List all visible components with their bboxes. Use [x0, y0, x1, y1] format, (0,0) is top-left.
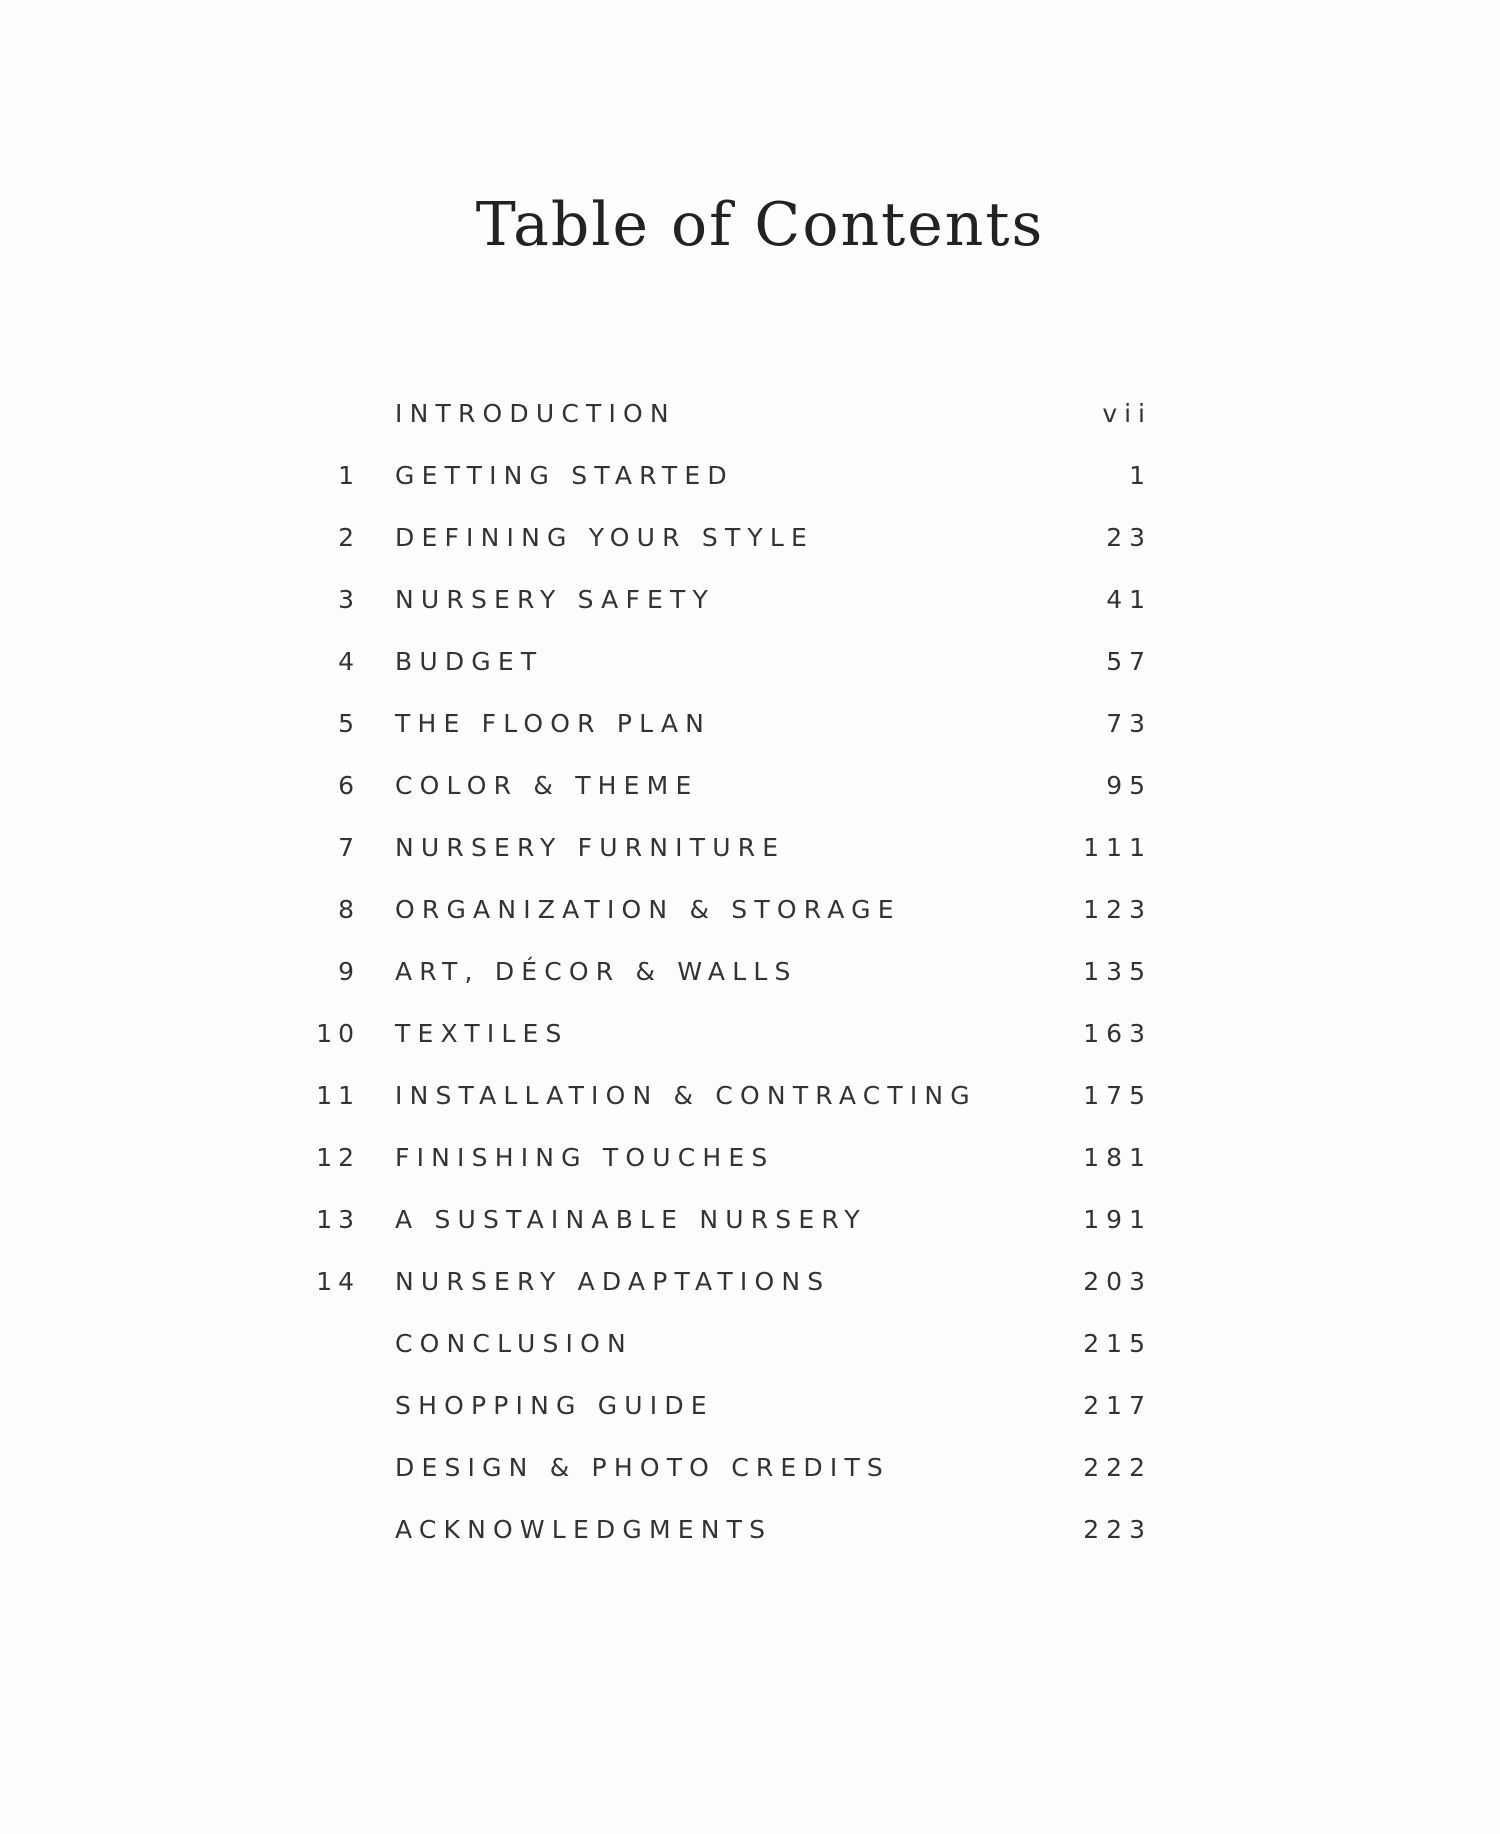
toc-entry[interactable] — [0, 943, 1500, 1005]
toc-entry[interactable] — [0, 1315, 1500, 1377]
toc-entry[interactable] — [0, 757, 1500, 819]
chapter-number: 1 — [338, 461, 360, 490]
page-number: 41 — [1106, 585, 1152, 614]
chapter-number: 6 — [338, 771, 360, 800]
page-title: Table of Contents — [475, 190, 1045, 260]
chapter-title: INTRODUCTION — [395, 399, 676, 428]
page-number: 175 — [1083, 1081, 1152, 1110]
chapter-title: THE FLOOR PLAN — [395, 709, 712, 738]
chapter-title: GETTING STARTED — [395, 461, 734, 490]
page-number: 215 — [1083, 1329, 1152, 1358]
chapter-number: 4 — [338, 647, 360, 676]
toc-entry[interactable] — [0, 385, 1500, 447]
chapter-title: NURSERY ADAPTATIONS — [395, 1267, 831, 1296]
chapter-title: CONCLUSION — [395, 1329, 633, 1358]
page-number: 181 — [1083, 1143, 1152, 1172]
chapter-title: DEFINING YOUR STYLE — [395, 523, 815, 552]
toc-entry[interactable] — [0, 1067, 1500, 1129]
toc-entry[interactable] — [0, 695, 1500, 757]
chapter-title: NURSERY SAFETY — [395, 585, 715, 614]
chapter-number: 3 — [338, 585, 360, 614]
toc-entry[interactable] — [0, 447, 1500, 509]
chapter-number: 13 — [316, 1205, 360, 1234]
toc-entry[interactable] — [0, 1191, 1500, 1253]
chapter-number: 7 — [338, 833, 360, 862]
chapter-number: 12 — [316, 1143, 360, 1172]
toc-entry[interactable] — [0, 819, 1500, 881]
page-number: 1 — [1129, 461, 1152, 490]
chapter-number: 8 — [338, 895, 360, 924]
chapter-title: TEXTILES — [395, 1019, 569, 1048]
chapter-title: ART, DÉCOR & WALLS — [395, 957, 798, 986]
chapter-title: BUDGET — [395, 647, 544, 676]
chapter-number: 11 — [316, 1081, 360, 1110]
chapter-title: A SUSTAINABLE NURSERY — [395, 1205, 867, 1234]
toc-entry[interactable] — [0, 509, 1500, 571]
toc-entry[interactable] — [0, 571, 1500, 633]
toc-entry[interactable] — [0, 1501, 1500, 1563]
page-number: 191 — [1083, 1205, 1152, 1234]
toc-entry[interactable] — [0, 1253, 1500, 1315]
chapter-number: 2 — [338, 523, 360, 552]
table-of-contents — [0, 385, 1500, 1563]
toc-entry[interactable] — [0, 1005, 1500, 1067]
chapter-title: FINISHING TOUCHES — [395, 1143, 775, 1172]
chapter-number: 14 — [316, 1267, 360, 1296]
chapter-title: DESIGN & PHOTO CREDITS — [395, 1453, 890, 1482]
chapter-number: 5 — [338, 709, 360, 738]
page-number: 57 — [1106, 647, 1152, 676]
page-number: vii — [1102, 399, 1152, 428]
page-number: 73 — [1106, 709, 1152, 738]
page-number: 223 — [1083, 1515, 1152, 1544]
chapter-title: ACKNOWLEDGMENTS — [395, 1515, 773, 1544]
toc-entry[interactable] — [0, 1129, 1500, 1191]
page-number: 203 — [1083, 1267, 1152, 1296]
toc-entry[interactable] — [0, 1377, 1500, 1439]
chapter-number: 9 — [338, 957, 360, 986]
toc-entry[interactable] — [0, 633, 1500, 695]
page-number: 222 — [1083, 1453, 1152, 1482]
page-number: 111 — [1083, 833, 1152, 862]
toc-entry[interactable] — [0, 881, 1500, 943]
page-number: 95 — [1106, 771, 1152, 800]
chapter-number: 10 — [316, 1019, 360, 1048]
chapter-title: ORGANIZATION & STORAGE — [395, 895, 901, 924]
chapter-title: NURSERY FURNITURE — [395, 833, 786, 862]
toc-entry[interactable] — [0, 1439, 1500, 1501]
chapter-title: INSTALLATION & CONTRACTING — [395, 1081, 977, 1110]
page-number: 123 — [1083, 895, 1152, 924]
chapter-title: COLOR & THEME — [395, 771, 699, 800]
page-number: 135 — [1083, 957, 1152, 986]
page-number: 163 — [1083, 1019, 1152, 1048]
page-number: 217 — [1083, 1391, 1152, 1420]
page-number: 23 — [1106, 523, 1152, 552]
chapter-title: SHOPPING GUIDE — [395, 1391, 714, 1420]
